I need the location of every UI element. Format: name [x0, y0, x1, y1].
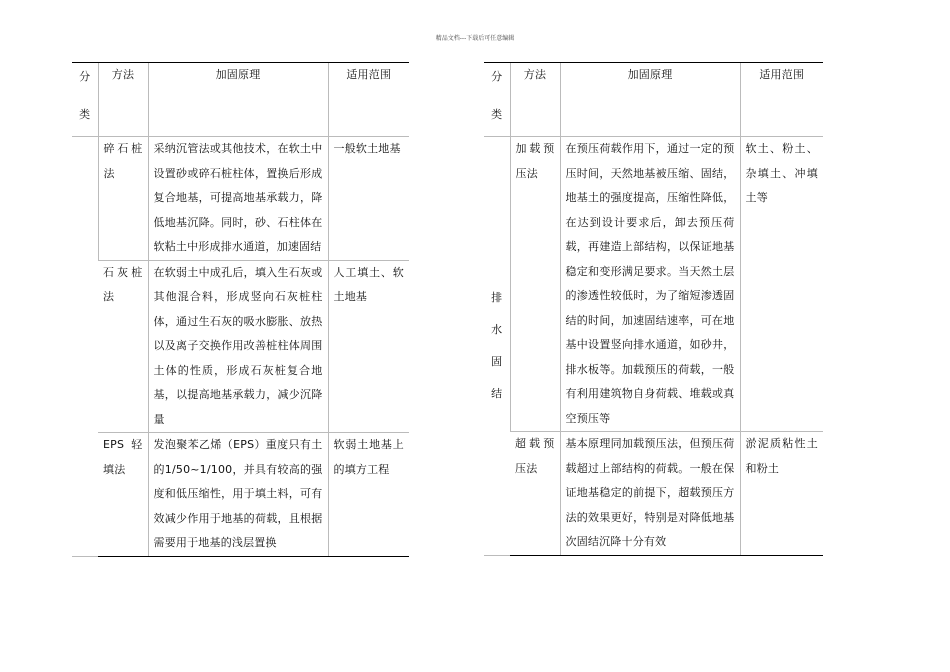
table-row: [484, 432, 823, 556]
category-header-bottom: 类: [491, 108, 503, 121]
category-header-bottom: 类: [79, 108, 91, 121]
principle-header: 加固原理: [148, 63, 328, 137]
scope-cell: 软弱土地基上的填方工程: [328, 433, 409, 557]
principle-cell: 采纳沉管法或其他技术，在软土中设置砂或碎石桩柱体，置换后形成复合地基，可提高地基承载力，降低地基沉降。同时，砂、石柱体在软粘土中形成排水通道，加速固结: [148, 137, 328, 261]
header-note: 精品文档---下载后可任意编辑: [435, 35, 515, 42]
scope-header: 适用范围: [328, 63, 409, 137]
method-cell: 加载预压法: [510, 137, 560, 432]
left-table-header-row: [72, 63, 409, 137]
scope-header: 适用范围: [740, 63, 823, 137]
table-row: [72, 260, 409, 433]
category-cell-drainage: [484, 137, 510, 556]
category-char: 水: [491, 322, 503, 336]
principle-header: 加固原理: [560, 63, 740, 137]
category-char: 固: [491, 354, 503, 368]
principle-cell: 发泡聚苯乙烯（EPS）重度只有土的1/50~1/100，并具有较高的强度和低压缩性，用于填土料，可有效减少作用于地基的荷载，且根据需要用于地基的浅层置换: [148, 433, 328, 557]
category-char: 结: [491, 386, 503, 400]
method-cell: 超载预压法: [510, 432, 560, 556]
table-row: [72, 137, 409, 261]
method-header: 方法: [98, 63, 148, 137]
table-row: [484, 137, 823, 432]
method-cell: 石灰桩法: [98, 260, 148, 433]
category-header-top: 分: [79, 70, 91, 83]
category-header-top: 分: [491, 70, 503, 83]
scope-cell: 人工填土、软土地基: [328, 260, 409, 433]
right-table-header-row: [484, 63, 823, 137]
principle-cell: 基本原理同加载预压法，但预压荷载超过上部结构的荷载。一般在保证地基稳定的前提下，超载预压方法的效果更好，特别是对降低地基次固结沉降十分有效: [560, 432, 740, 556]
method-header: 方法: [510, 63, 560, 137]
right-table: [484, 62, 823, 556]
scope-cell: 软土、粉土、杂填土、冲填土等: [740, 137, 823, 432]
principle-cell: 在预压荷载作用下，通过一定的预压时间，天然地基被压缩、固结，地基土的强度提高，压缩性降低，在达到设计要求后，卸去预压荷载，再建造上部结构，以保证地基稳定和变形满足要求。当天然土层的渗透性较低时，为了缩短渗透固结的时间，加速固结速率，可在地基中设置竖向排水通道，如砂井，排水板等。加载预压的荷载，一般有利用建筑物自身荷载、堆载或真空预压等: [560, 137, 740, 432]
category-header: [484, 63, 510, 137]
principle-cell: 在软弱土中成孔后，填入生石灰或其他混合料，形成竖向石灰桩柱体，通过生石灰的吸水膨胀、放热以及离子交换作用改善桩柱体周围土体的性质，形成石灰桩复合地基，以提高地基承载力，减少沉降量: [148, 260, 328, 433]
table-row: [72, 433, 409, 557]
scope-cell: 一般软土地基: [328, 137, 409, 261]
left-table: [72, 62, 409, 557]
method-cell: EPS轻填法: [98, 433, 148, 557]
category-header: [72, 63, 98, 137]
category-cell: [72, 137, 98, 557]
scope-cell: 淤泥质粘性土和粉土: [740, 432, 823, 556]
method-cell: 碎石桩法: [98, 137, 148, 261]
category-char: 排: [491, 290, 503, 304]
